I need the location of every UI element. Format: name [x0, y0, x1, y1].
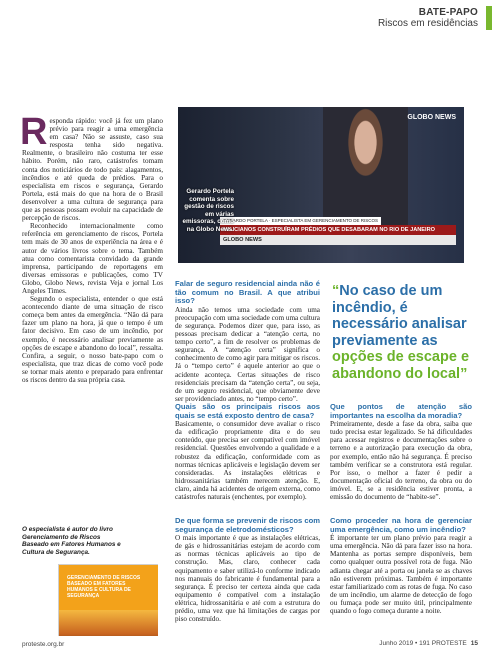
answer-paragraph: O mais importante é que as instalações elétricas, de gás e hidrossanitárias estejam de acordo com as normas técnicas aplicáveis ao tipo de construção. Mas, claro, conhecer cada equipamento e saber utilizá-lo conforme indicado nos manuais do fabricante é fundamental para a segurança. É preciso ter certeza ainda que cada equipamento é compatível com a instalação elétrica, hidrossanitária e até com a estrutura do prédio, uma vez que há limitações de cargas por piso construído.	[175, 534, 320, 624]
question-heading: Que pontos de atenção são importantes na escolha da moradia?	[330, 402, 472, 420]
pull-quote-text: No caso de um incêndio, é necessário analisar previamente as	[332, 283, 467, 349]
qa-column-3-top	[330, 403, 472, 501]
qa-column-2-bottom	[175, 517, 320, 623]
answer-paragraph: Primeiramente, desde a fase da obra, saiba que tudo precisa estar legalizado. Se há dificuldades para acessar registros e documentações sobre o terreno e a autorização para execução da obra, por exemplo, então não há segurança. É preciso também verificar se a construtora está regular. Por isso, o melhor a fazer é pedir a documentação oficial do terreno, da obra ou do imóvel. E, se a residência estiver pronta, a emissão do documento de “habite-se”.	[330, 420, 472, 502]
book-caption: O especialista é autor do livro Gerenciamento de Riscos Baseado em Fatores Humanos e Cultura de Segurança.	[22, 526, 121, 556]
book-cover-illustration	[59, 610, 158, 636]
pull-quote-highlight: opções de escape e abandono do local	[332, 349, 470, 382]
book-title: GERENCIAMENTO DE RISCOS BASEADO EM FATORES HUMANOS E CULTURA DE SEGURANÇA	[67, 575, 141, 599]
news-ticker-channel: GLOBO NEWS	[220, 235, 456, 245]
ticker-label: GERARDO PORTELA · ESPECIALISTA EM GERENCIAMENTO DE RISCOS	[220, 217, 381, 225]
section-kicker: BATE-PAPO	[418, 7, 478, 18]
footer-issue-text: Junho 2019 • 191 PROTESTE	[379, 640, 467, 647]
quote-close-mark: ”	[460, 365, 468, 382]
tv-interview-photo	[178, 107, 464, 263]
answer-paragraph: É importante ter um plano prévio para reagir a uma emergência. Não dá para fazer isso na hora. Mantenha as portas sempre disponíveis, bem como qualquer outra possível rota de fuga. Não adianta chegar até a porta ou janela se as chaves não estiverem próximas. Também é importante estar familiarizado com as rotas de fuga. No caso de um incêndio, um alarme de detecção de fogo ou fumaça pode ser muito útil, principalmente quando o fogo começa durante a noite.	[330, 534, 472, 616]
qa-column-3-bottom	[330, 517, 472, 615]
page-number: 15	[470, 640, 478, 647]
footer-site: proteste.org.br	[22, 641, 65, 648]
drop-cap: R	[20, 111, 48, 153]
question-heading: Como proceder na hora de gerenciar uma emergência, como um incêndio?	[330, 516, 472, 534]
question-heading: De que forma se prevenir de riscos com segurança de eletrodomésticos?	[175, 516, 320, 534]
intro-paragraph-3: Segundo o especialista, entender o que está acontecendo diante de uma situação de risco começa bem antes da emergência. “Não dá para fazer um plano na hora, já que o tempo é um fator decisivo. Em caso de um incêndio, por exemplo, é necessário analisar previamente as opções de escape e abandono do local”, ressalta. Confira, a seguir, o nosso bate-papo com o especialista, que traz dicas de como você pode se tornar mais atento e preparado para enfrentar os riscos dentro da sua própria casa.	[22, 295, 163, 384]
intro-column	[20, 111, 163, 384]
section-header	[378, 7, 478, 29]
section-color-tab	[486, 6, 492, 30]
intro-lead-paragraph	[20, 111, 163, 223]
book-cover-image	[58, 564, 158, 636]
section-topic: Riscos em residências	[377, 18, 478, 29]
quote-open-mark: “	[332, 283, 340, 299]
qa-column-2-middle	[175, 403, 320, 501]
question-heading: Quais são os principais riscos aos quais se está exposto dentro de casa?	[175, 402, 320, 420]
channel-logo: GLOBO NEWS	[407, 114, 456, 121]
photo-caption: Gerardo Portela comenta sobre gestão de riscos em várias emissoras, como na Globo News.	[182, 188, 234, 233]
qa-column-2-top	[175, 280, 320, 403]
book-cover	[58, 564, 158, 636]
footer-issue	[379, 640, 478, 647]
question-heading: Falar de seguro residencial ainda não é tão comum no Brasil. A que atribui isso?	[175, 279, 320, 306]
answer-paragraph: Ainda não temos uma sociedade com uma preocupação com uma sociedade com uma cultura de segurança. Podemos dizer que, para isso, as pessoas precisam dedicar a “atenção certa, no tempo certo”, a fim de resolver os problemas de segurança. A “atenção certa” significa o conhecimento de como agir para mitigar os riscos. Já o “tempo certo” é aquele anterior ao que o acidente aconteça. Certas situações de risco residenciais precisam da “atenção certa”, ou seja, de um seguro residencial, que obviamente deve ser providenciado antes, no “tempo certo”.	[175, 305, 320, 403]
pull-quote	[332, 283, 482, 382]
intro-paragraph-2: Reconhecido internacionalmente como referência em gerenciamento de riscos, Portela tem mais de 30 anos de experiência na área e é autor de vários livros sobre o tema. Também atua como comentarista convidado da grande imprensa, participando de reportagens em diversas emissoras e publicações, como TV Globo, Globo News, revista Veja e jornal Los Angeles Times.	[22, 222, 163, 295]
answer-paragraph: Basicamente, o consumidor deve avaliar o risco da edificação propriamente dita e do seu conteúdo, que precisa ser compatível com imóvel residencial. Questões envolvendo a qualidade e a robustez da edificação, conformidade com as normas técnicas aplicáveis e legislação devem ser consideradas. As instalações elétricas e hidrossanitárias também merecem atenção. E, claro, ainda há acidentes de origem externa, como catástrofes naturais (enchentes, por exemplo).	[175, 420, 320, 502]
intro-lead-text: esponda rápido: você já fez um plano prévio para reagir a uma emergência em casa? Não se assuste, caso sua resposta tenha sido negativa. Realmente, o brasileiro não costuma ter esse hábito. Porém, não raro, catástrofes tomam conta dos noticiários de todo país: alagamentos, incêndios e até queda de prédios. Para o especialista em riscos e segurança, Gerardo Portela, está mais do que na hora de o Brasil desenvolver a uma cultura de segurança para que as pessoas possam evoluir na capacidade de percepção de riscos.	[22, 117, 163, 223]
news-ticker: MILICIANOS CONSTRUÍRAM PRÉDIOS QUE DESABARAM NO RIO DE JANEIRO	[220, 225, 456, 235]
person-figure	[323, 107, 408, 225]
